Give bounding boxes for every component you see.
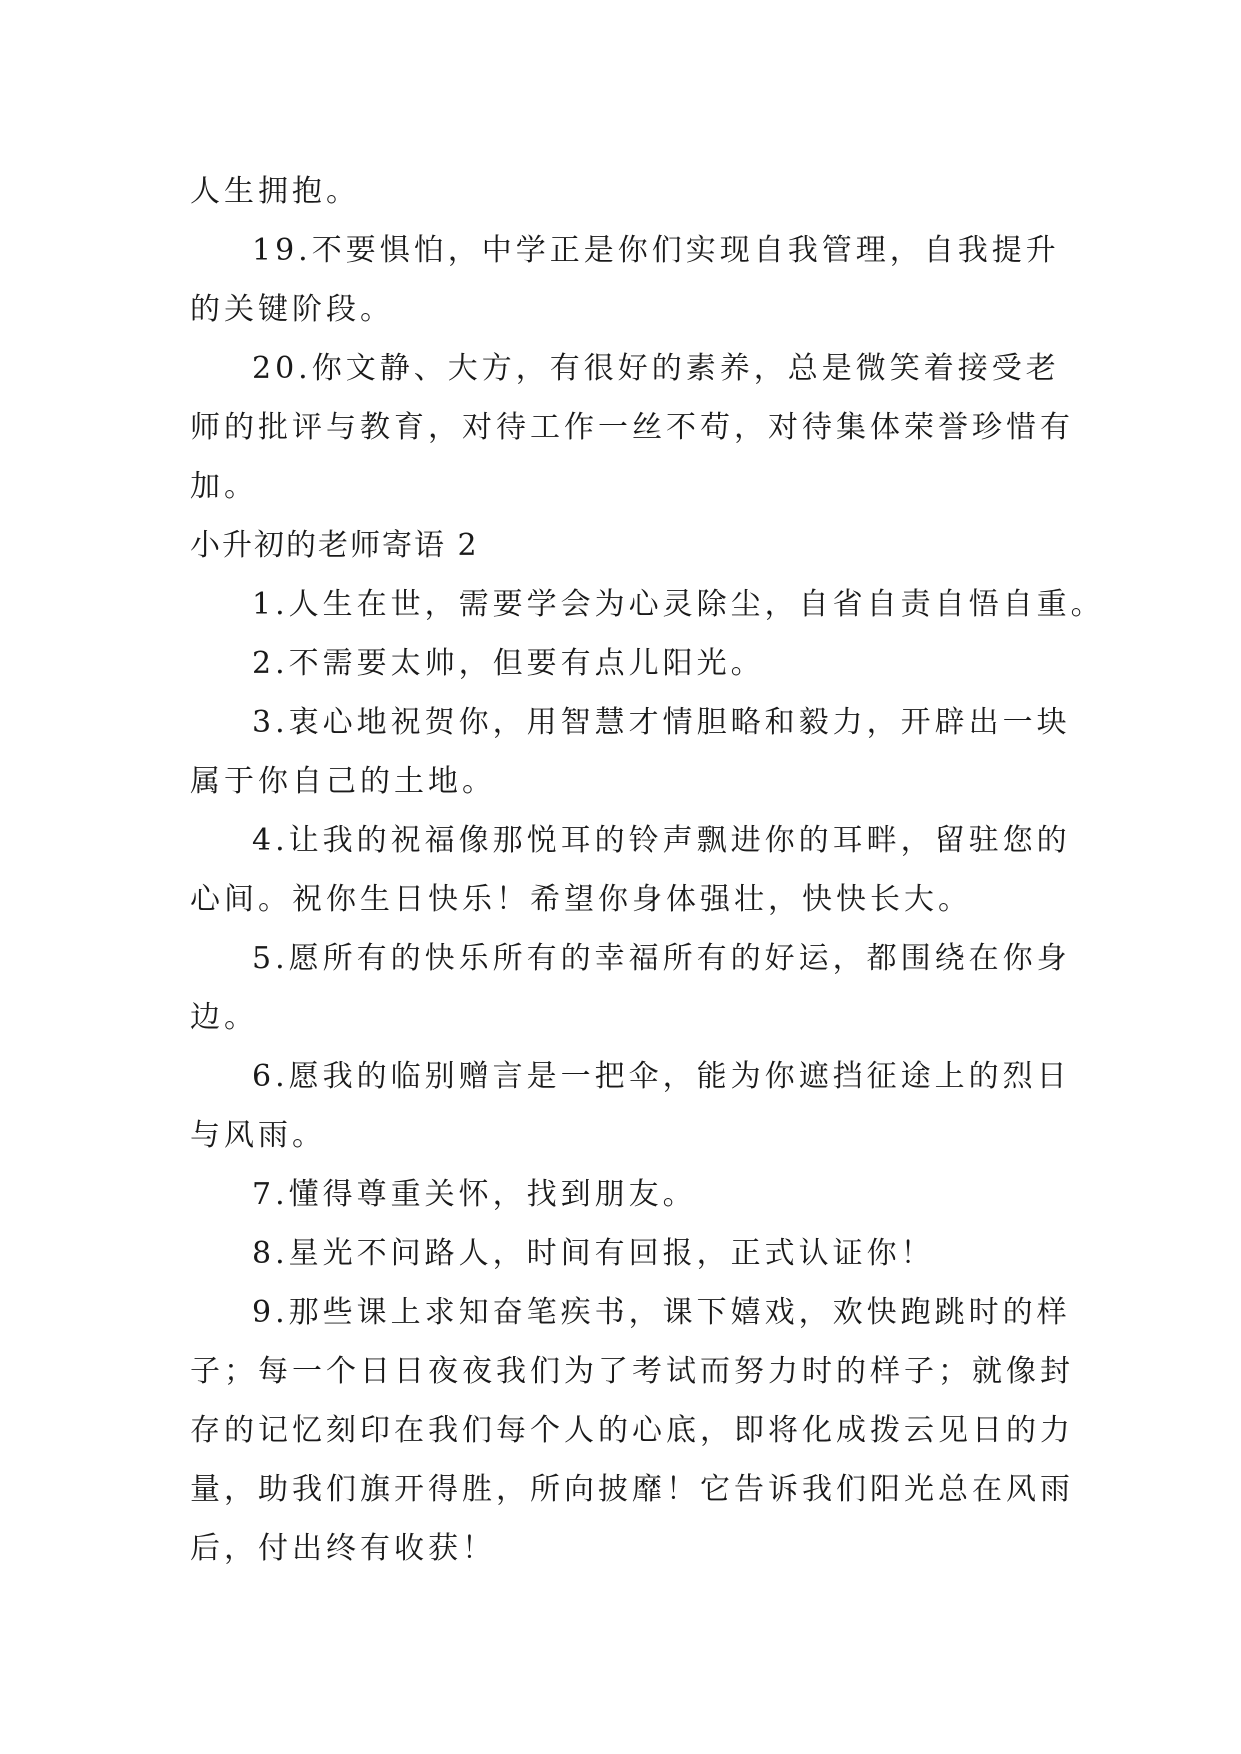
document-page bbox=[190, 162, 1105, 1578]
text-line: 2.不需要太帅，但要有点儿阳光。 bbox=[252, 646, 765, 681]
text-line: 量，助我们旗开得胜，所向披靡！它告诉我们阳光总在风雨 bbox=[190, 1472, 1074, 1507]
text-line: 心间。祝你生日快乐！希望你身体强壮，快快长大。 bbox=[190, 882, 972, 917]
text-line: 5.愿所有的快乐所有的幸福所有的好运，都围绕在你身 bbox=[252, 941, 1071, 976]
section-heading: 小升初的老师寄语 2 bbox=[190, 528, 479, 563]
text-line: 9.那些课上求知奋笔疾书，课下嬉戏，欢快跑跳时的样 bbox=[252, 1295, 1071, 1330]
text-line: 3.衷心地祝贺你，用智慧才情胆略和毅力，开辟出一块 bbox=[252, 705, 1071, 740]
text-line: 师的批评与教育，对待工作一丝不苟，对待集体荣誉珍惜有 bbox=[190, 410, 1074, 445]
text-line: 加。 bbox=[190, 469, 258, 504]
text-line: 6.愿我的临别赠言是一把伞，能为你遮挡征途上的烈日 bbox=[252, 1059, 1071, 1094]
text-line: 后，付出终有收获！ bbox=[190, 1531, 496, 1566]
text-line: 7.懂得尊重关怀，找到朋友。 bbox=[252, 1177, 697, 1212]
text-line: 与风雨。 bbox=[190, 1118, 326, 1153]
text-line: 1.人生在世，需要学会为心灵除尘，自省自责自悟自重。 bbox=[252, 587, 1105, 622]
text-line: 20.你文静、大方，有很好的素养，总是微笑着接受老 bbox=[252, 351, 1060, 386]
text-line: 8.星光不问路人，时间有回报，正式认证你！ bbox=[252, 1236, 935, 1271]
text-line: 子；每一个日日夜夜我们为了考试而努力时的样子；就像封 bbox=[190, 1354, 1074, 1389]
text-line: 的关键阶段。 bbox=[190, 292, 394, 327]
text-line: 19.不要惧怕，中学正是你们实现自我管理，自我提升 bbox=[252, 233, 1060, 268]
text-line: 人生拥抱。 bbox=[190, 174, 360, 209]
text-line: 属于你自己的土地。 bbox=[190, 764, 496, 799]
text-line: 存的记忆刻印在我们每个人的心底，即将化成拨云见日的力 bbox=[190, 1413, 1074, 1448]
text-line: 边。 bbox=[190, 1000, 258, 1035]
text-line: 4.让我的祝福像那悦耳的铃声飘进你的耳畔，留驻您的 bbox=[252, 823, 1071, 858]
